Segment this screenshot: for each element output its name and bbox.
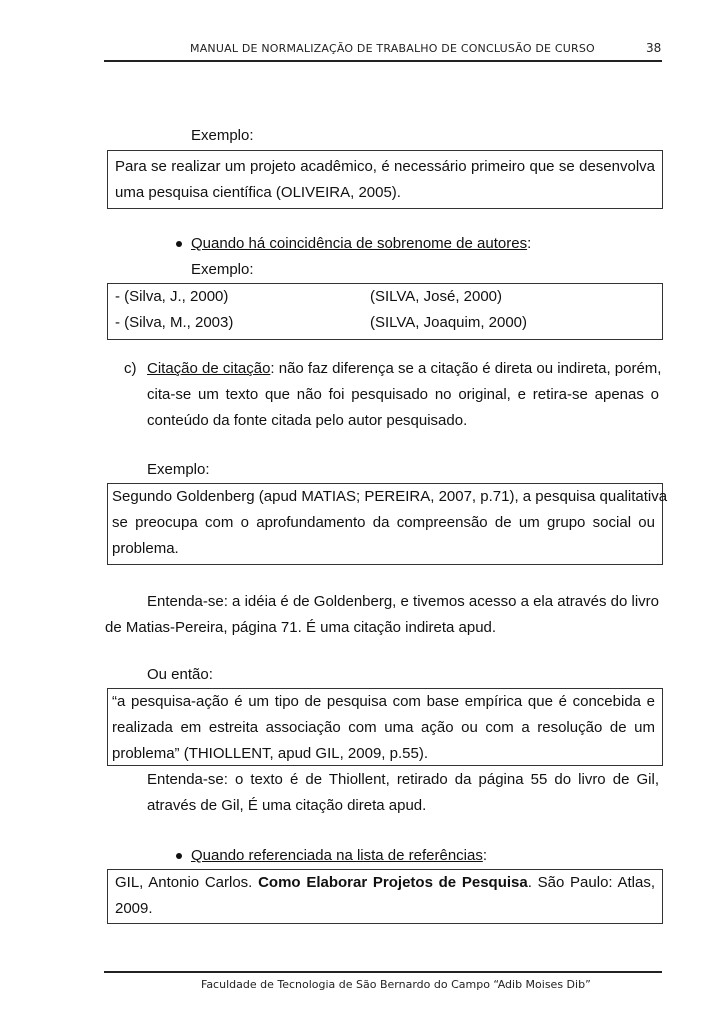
example-box-1-line-2: uma pesquisa científica (OLIVEIRA, 2005).	[115, 184, 401, 201]
reference-box	[107, 869, 663, 924]
citation-of-citation-title: Citação de citação	[147, 360, 271, 377]
running-header-title: MANUAL DE NORMALIZAÇÃO DE TRABALHO DE CONCLUSÃO DE CURSO	[190, 42, 595, 55]
list-marker-c: c)	[124, 360, 137, 377]
reference-author: GIL, Antonio Carlos.	[115, 874, 253, 891]
example-box-4	[107, 688, 663, 766]
header-rule	[104, 60, 662, 62]
footer-institution: Faculdade de Tecnologia de São Bernardo do Campo “Adib Moises Dib”	[201, 978, 591, 991]
citation-of-citation-text-1: : não faz diferença se a citação é direta ou indireta, porém,	[270, 360, 662, 377]
bullet-coincidence-label: Quando há coincidência de sobrenome de autores	[191, 235, 528, 252]
reference-box-line-1	[115, 870, 655, 896]
example-box-4-line-3: problema” (THIOLLENT, apud GIL, 2009, p.55).	[112, 745, 428, 762]
example-box-4-line-2: realizada em estreita associação com uma ação ou com a resolução de um	[112, 719, 655, 736]
example-box-3-line-1: Segundo Goldenberg (apud MATIAS; PEREIRA, 2007, p.71), a pesquisa qualitativa	[112, 488, 668, 505]
reference-title: Como Elaborar Projetos de Pesquisa	[258, 874, 528, 891]
example-box-2-row-2-right: (SILVA, Joaquim, 2000)	[370, 314, 528, 331]
example-box-2-row-1-right: (SILVA, José, 2000)	[370, 288, 503, 305]
example-label-1: Exemplo:	[191, 127, 254, 144]
explanation-1-line-1: Entenda-se: a idéia é de Goldenberg, e tivemos acesso a ela através do livro	[147, 593, 659, 610]
citation-of-citation-line-3: conteúdo da fonte citada pelo autor pesquisado.	[147, 412, 468, 429]
bullet-references	[176, 853, 182, 859]
example-box-3-line-3: problema.	[112, 540, 179, 557]
reference-publisher: . São Paulo: Atlas,	[527, 874, 655, 891]
example-box-3	[107, 483, 668, 565]
citation-of-citation-line-1	[147, 356, 662, 382]
example-box-4-line-1: “a pesquisa-ação é um tipo de pesquisa com base empírica que é concebida e	[112, 693, 655, 710]
example-box-1-line-1: Para se realizar um projeto acadêmico, é necessário primeiro que se desenvolva	[115, 158, 655, 175]
example-box-3-line-2: se preocupa com o aprofundamento da compreensão de um grupo social ou	[112, 514, 655, 531]
bullet-coincidence-suffix: :	[527, 235, 532, 252]
bullet-coincidence-text	[191, 231, 531, 257]
explanation-2-line-1: Entenda-se: o texto é de Thiollent, retirado da página 55 do livro de Gil,	[147, 771, 659, 788]
example-box-2	[107, 283, 663, 340]
bullet-references-suffix: :	[482, 847, 488, 864]
reference-box-line-2: 2009.	[115, 900, 153, 917]
footer-rule	[104, 971, 662, 973]
example-label-2: Exemplo:	[191, 261, 254, 278]
example-label-3: Exemplo:	[147, 461, 210, 478]
page-number: 38	[646, 41, 662, 55]
citation-of-citation-line-2: cita-se um texto que não foi pesquisado no original, e retira-se apenas o	[147, 386, 659, 403]
bullet-coincidence	[176, 241, 182, 247]
explanation-1-line-2: de Matias-Pereira, página 71. É uma citação indireta apud.	[105, 619, 497, 636]
example-box-2-row-2-left: - (Silva, M., 2003)	[115, 314, 234, 331]
bullet-references-text	[191, 843, 487, 869]
example-box-2-row-1-left: - (Silva, J., 2000)	[115, 288, 229, 305]
or-else-label: Ou então:	[147, 666, 213, 683]
bullet-references-label: Quando referenciada na lista de referências	[191, 847, 483, 864]
explanation-2-line-2: através de Gil, É uma citação direta apud.	[147, 797, 427, 814]
example-box-1	[107, 150, 663, 209]
